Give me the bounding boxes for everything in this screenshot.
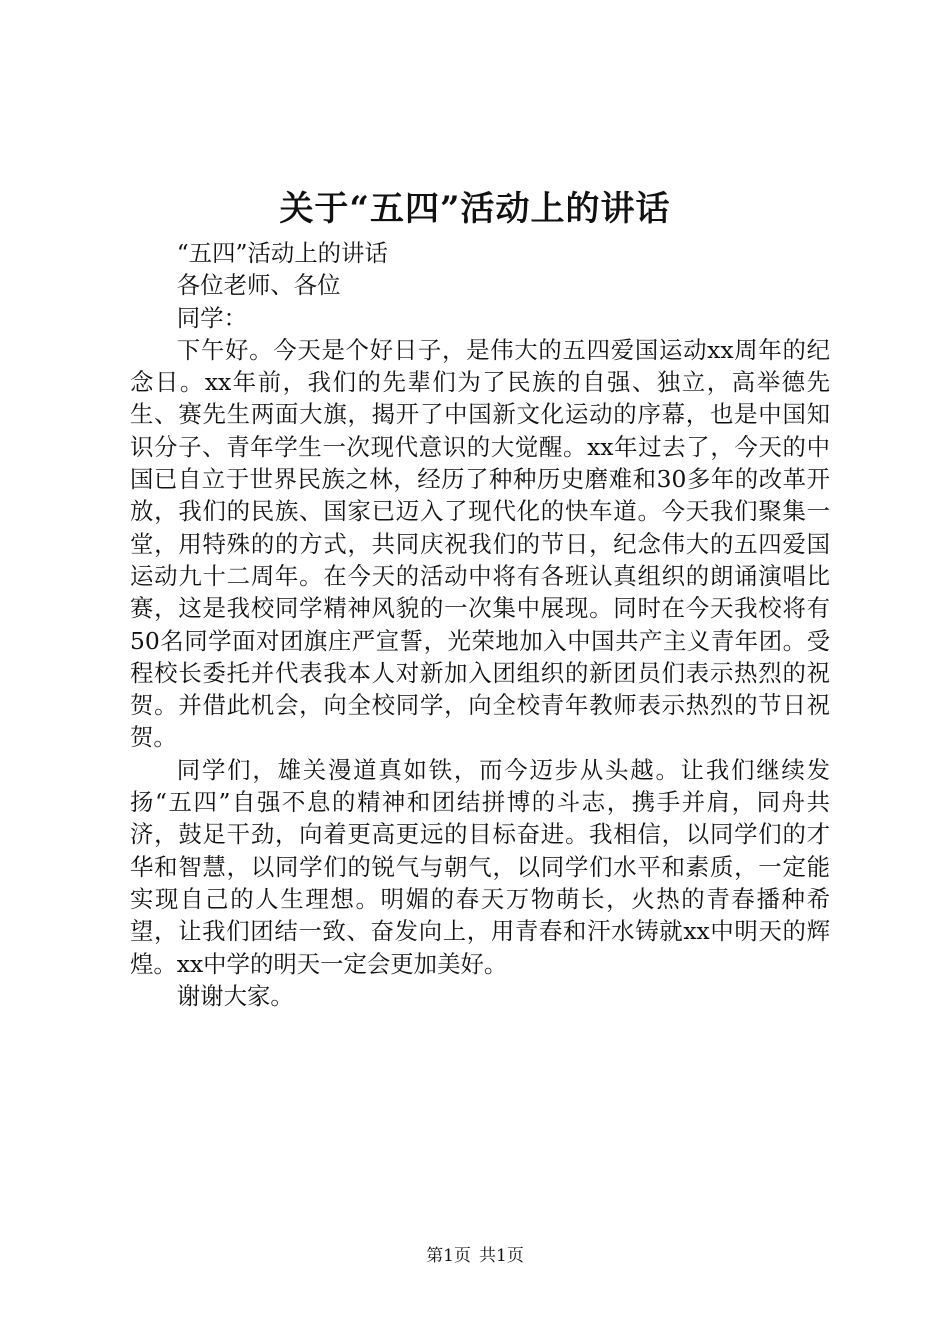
body-paragraph: “五四”活动上的讲话 bbox=[176, 239, 388, 267]
document-body bbox=[130, 237, 830, 1012]
page-footer bbox=[0, 1244, 950, 1268]
body-paragraph: 下午好。今天是个好日子，是伟大的五四爱国运动xx周年的纪念日。xx年前，我们的先辈们为了民族的自强、独立，高举德先生、赛先生两面大旗，揭开了中国新文化运动的序幕，也是中国知识分子、青年学生一次现代意识的大觉醒。xx年过去了，今天的中国已自立于世界民族之林，经历了种种历史磨难和30多年的改革开放，我们的民族、国家已迈入了现代化的快车道。今天我们聚集一堂，用特殊的的方式，共同庆祝我们的节日，纪念伟大的五四爱国运动九十二周年。在今天的活动中将有各班认真组织的朗诵演唱比赛，这是我校同学精神风貌的一次集中展现。同时在今天我校将有50名同学面对团旗庄严宣誓，光荣地加入中国共产主义青年团。受程校长委托并代表我本人对新加入团组织的新团员们表示热烈的祝贺。并借此机会，向全校同学，向全校青年教师表示热烈的节日祝贺。 bbox=[130, 335, 830, 752]
body-paragraph: 各位老师、各位 bbox=[176, 271, 341, 300]
body-paragraph: 谢谢大家。 bbox=[176, 981, 294, 1010]
page-total: 共1页 bbox=[479, 1246, 524, 1266]
page-number: 第1页 bbox=[426, 1246, 471, 1266]
body-paragraph: 同学们，雄关漫道真如铁，而今迈步从头越。让我们继续发扬“五四”自强不息的精神和团结拼博的斗志，携手并肩，同舟共济，鼓足干劲，向着更高更远的目标奋进。我相信，以同学们的才华和智慧，以同学们的锐气与朝气，以同学们水平和素质，一定能实现自己的人生理想。明媚的春天万物萌长，火热的青春播种希望，让我们团结一致、奋发向上，用青春和汗水铸就xx中明天的辉煌。xx中学的明天一定会更加美好。 bbox=[130, 755, 830, 978]
document-title: 关于“五四”活动上的讲话 bbox=[279, 189, 671, 229]
body-paragraph: 同学： bbox=[176, 303, 247, 332]
